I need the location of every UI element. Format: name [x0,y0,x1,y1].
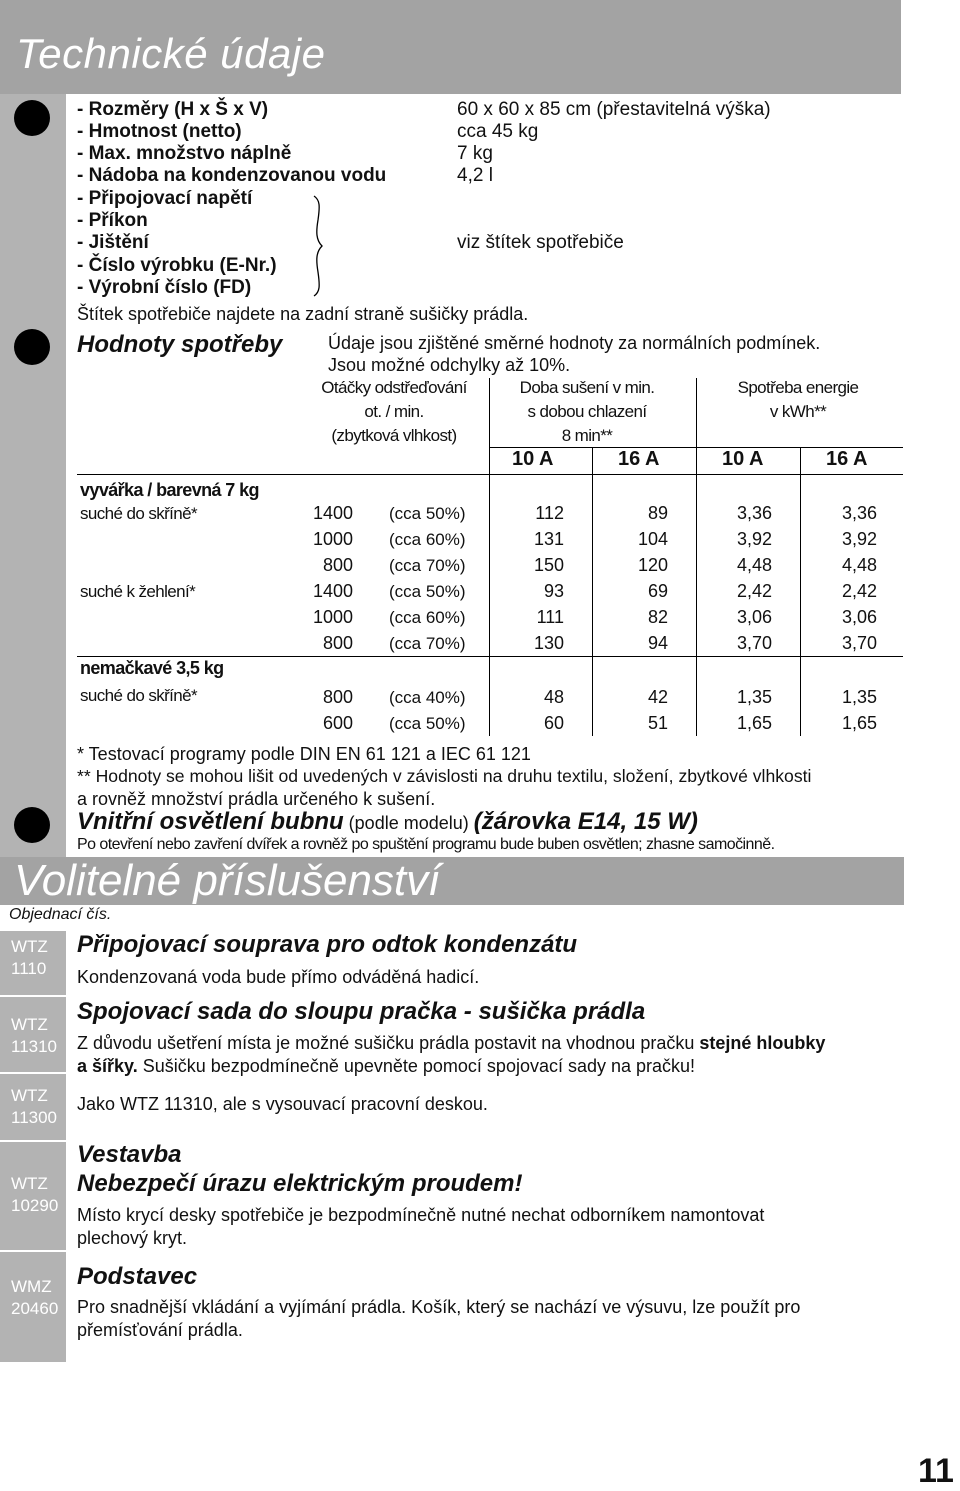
humidity-cell: (cca 60%) [389,530,466,549]
humidity-cell: (cca 50%) [389,714,466,733]
amp-label: 16 A [826,448,868,470]
energy10-cell: 3,36 [736,503,772,523]
col-header-spin: (zbytková vlhkost) [331,426,457,445]
bullet-dot [14,100,50,136]
spec-label: - Číslo výrobku (E-Nr.) [77,255,277,276]
time16-cell: 69 [647,581,668,601]
rpm-cell: 1000 [312,607,353,627]
accessory-title: Vestavba [77,1141,182,1168]
table-divider [77,656,903,657]
spec-label: - Hmotnost (netto) [77,121,242,142]
accessory-desc: Jako WTZ 11310, ale s vysouvací pracovní deskou. [77,1094,488,1114]
spec-label: - Nádoba na kondenzovanou vodu [77,165,387,186]
code-divider [0,1250,66,1253]
spec-label: - Výrobní číslo (FD) [77,277,252,298]
energy10-cell: 3,06 [736,607,772,627]
accessory-desc: Pro snadnější vkládání a vyjímání prádla. Košík, který se nachází ve výsuvu, lze použít pro [77,1297,801,1317]
bullet-dot [14,807,50,843]
time16-cell: 51 [647,713,668,733]
col-header-spin: ot. / min. [364,402,424,421]
col-header-time: s dobou chlazení [527,402,647,421]
time16-cell: 94 [647,633,668,653]
table-divider [489,447,903,448]
sub-label: suché do skříně* [80,504,198,523]
col-header-time: 8 min** [561,426,613,445]
order-number-label: Objednací čís. [9,906,112,923]
time10-cell: 131 [533,529,564,549]
lighting-title-line [77,808,698,836]
accessory-title: Podstavec [77,1263,198,1290]
lighting-model: (podle modelu) [343,813,474,833]
spec-label: - Rozměry (H x Š x V) [77,99,269,120]
time16-cell: 82 [647,607,668,627]
table-divider [800,448,801,736]
page-number: 11 [918,1452,954,1490]
order-code: WMZ 20460 [11,1277,59,1318]
rpm-cell: 1000 [312,529,353,549]
energy10-cell: 3,70 [736,633,772,653]
energy10-cell: 2,42 [736,581,772,601]
accessory-desc: plechový kryt. [77,1228,188,1248]
footnote: * Testovací programy podle DIN EN 61 121 a IEC 61 121 [77,744,531,764]
rpm-cell: 600 [322,713,353,733]
table-divider [489,378,490,736]
time10-cell: 150 [533,555,564,575]
accessories-title: Volitelné příslušenství [14,856,441,905]
energy16-cell: 3,06 [841,607,877,627]
spec-value: 60 x 60 x 85 cm (přestavitelná výška) [457,99,771,120]
energy16-cell: 1,65 [841,713,877,733]
energy16-cell: 3,70 [841,633,877,653]
left-sidebar [0,0,66,1362]
rpm-cell: 800 [322,633,353,653]
humidity-cell: (cca 70%) [389,634,466,653]
col-header-energy: Spotřeba energie [737,378,859,397]
consumption-intro: Údaje jsou zjištěné směrné hodnoty za normálních podmínek. [328,333,821,353]
energy10-cell: 4,48 [736,555,772,575]
order-code: WTZ 11300 [11,1086,58,1127]
time10-cell: 111 [536,607,564,627]
spec-value: 7 kg [457,143,493,164]
sub-label: suché k žehlení* [80,582,196,601]
spec-label: - Připojovací napětí [77,188,253,209]
accessory-title: Připojovací souprava pro odtok kondenzátu [77,931,578,958]
code-divider [0,1072,66,1075]
accessory-desc: přemísťování prádla. [77,1320,243,1340]
page-title: Technické údaje [16,30,326,77]
col-header-energy: v kWh** [769,402,827,421]
energy10-cell: 1,65 [736,713,772,733]
col-header-time: Doba sušení v min. [519,378,655,397]
humidity-cell: (cca 60%) [389,608,466,627]
spec-label: - Jištění [77,232,149,253]
humidity-cell: (cca 50%) [389,504,466,523]
lighting-title: Vnitřní osvětlení bubnu [77,808,344,835]
energy16-cell: 3,92 [841,529,877,549]
rpm-cell: 1400 [312,581,353,601]
accessory-title: Spojovací sada do sloupu pračka - sušička prádla [77,998,646,1025]
amp-label: 16 A [618,448,660,470]
rpm-cell: 1400 [312,503,353,523]
accessory-desc: Místo krycí desky spotřebiče je bezpodmínečně nutné nechat odborníkem namontovat [77,1205,765,1225]
group-label: vyvářka / barevná 7 kg [80,480,259,500]
energy16-cell: 3,36 [841,503,877,523]
table-divider [592,448,593,736]
accessory-desc: a šířky. Sušičku bezpodmínečně upevněte pomocí spojovací sady na pračku! [77,1056,696,1076]
footnote: a rovněž množství prádla určeného k sušení. [77,789,436,809]
consumption-intro: Jsou možné odchylky až 10%. [328,355,571,375]
time10-cell: 60 [543,713,564,733]
humidity-cell: (cca 70%) [389,556,466,575]
amp-label: 10 A [722,448,764,470]
time10-cell: 48 [543,687,564,707]
spec-label: - Max. množstvo náplně [77,143,292,164]
humidity-cell: (cca 50%) [389,582,466,601]
order-code: WTZ 10290 [11,1174,59,1215]
humidity-cell: (cca 40%) [389,688,466,707]
energy16-cell: 2,42 [841,581,877,601]
sub-label: suché do skříně* [80,686,198,705]
curly-brace-icon [306,194,326,298]
time10-cell: 93 [543,581,564,601]
rpm-cell: 800 [322,687,353,707]
energy16-cell: 1,35 [841,687,877,707]
lighting-bulb: (žárovka E14, 15 W) [473,808,698,835]
accessory-desc: Kondenzovaná voda bude přímo odváděná hadicí. [77,967,480,987]
spec-value: viz štítek spotřebiče [457,232,624,253]
table-divider [77,474,903,475]
code-divider [0,995,66,998]
energy16-cell: 4,48 [841,555,877,575]
lighting-desc: Po otevření nebo zavření dvířek a rovněž po spuštění programu bude buben osvětlen; zhasne samočinně. [77,836,775,853]
spec-label: - Příkon [77,210,148,231]
code-divider [0,1140,66,1143]
time16-cell: 89 [647,503,668,523]
order-code: WTZ 1110 [11,937,48,978]
bullet-dot [14,329,50,365]
warning-title: Nebezpečí úrazu elektrickým proudem! [77,1170,523,1197]
time16-cell: 104 [637,529,668,549]
time16-cell: 42 [647,687,668,707]
col-header-spin: Otáčky odstřeďování [321,378,467,397]
accessory-desc: Z důvodu ušetření místa je možné sušičku prádla postavit na vhodnou pračku stejné hloubky [77,1033,826,1053]
nameplate-note: Štítek spotřebiče najdete na zadní straně sušičky prádla. [77,304,529,324]
consumption-title: Hodnoty spotřeby [77,331,283,358]
time16-cell: 120 [637,555,668,575]
group-label: nemačkavé 3,5 kg [80,658,224,678]
spec-value: 4,2 l [457,165,493,186]
energy10-cell: 3,92 [736,529,772,549]
rpm-cell: 800 [322,555,353,575]
time10-cell: 112 [535,503,564,523]
time10-cell: 130 [533,633,564,653]
footnote: ** Hodnoty se mohou lišit od uvedených v závislosti na druhu textilu, složení, zbytkové vlhkosti [77,766,812,786]
spec-value: cca 45 kg [457,121,539,142]
energy10-cell: 1,35 [736,687,772,707]
amp-label: 10 A [512,448,554,470]
order-code: WTZ 11310 [11,1015,58,1056]
table-divider [696,378,697,736]
